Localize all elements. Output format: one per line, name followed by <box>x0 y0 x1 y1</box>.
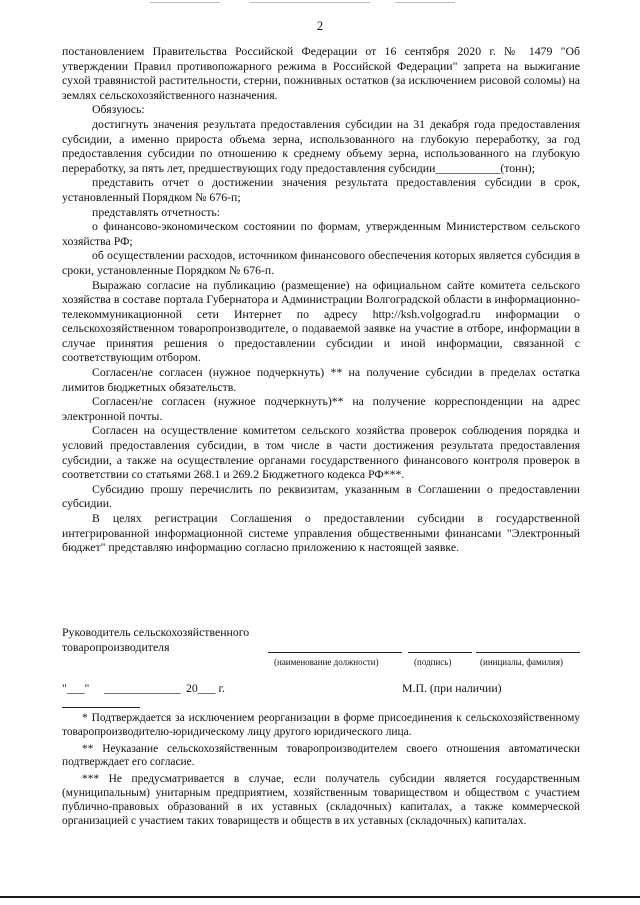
position-field-line <box>268 652 402 653</box>
name-caption: (инициалы, фамилия) <box>480 657 563 667</box>
signer-title-line2: товаропроизводителя <box>62 639 170 654</box>
scan-artifact <box>395 2 455 3</box>
paragraph: достигнуть значения результата предоставления субсидии на 31 декабря года предоставления субсидии, а именно прироста объема зерна, использованного на глубокую переработку, за год предоставления субсидии по отношению к среднему объему зерна, использованного на глубокую переработку, за пять лет, предшествующих году предоставления субсидии___________(тонн); <box>62 116 580 175</box>
footnote: *** Не предусматривается в случае, если получатель субсидии является государственным (муниципальным) унитарным предприятием, хозяйственным товариществом и обществом с участием публично-правовых образований в их уставных (складочных) капиталах, а также коммерческой организацией с участием таких товариществ и обществ в их уставных (складочных) капиталах. <box>62 773 580 827</box>
paragraph: Согласен/не согласен (нужное подчеркнуть)** на получение корреспонденции на адрес электронной почты. <box>62 394 580 423</box>
date-year: 20___ г. <box>186 681 225 695</box>
paragraph: Согласен на осуществление комитетом сельского хозяйства проверок соблюдения порядка и условий предоставления субсидии, в том числе в части достижения результата предоставления субсидии, а также на осуществление органами государственного финансового контроля проверок в соответствии со статьями 268.1 и 269.2 Бюджетного кодекса РФ***. <box>62 423 580 482</box>
paragraph: представлять отчетность: <box>92 204 221 219</box>
date-month-blank: _____________ <box>104 681 181 695</box>
stamp-label: М.П. (при наличии) <box>402 681 502 695</box>
signature-field-line <box>408 652 472 653</box>
scan-artifact <box>150 2 220 3</box>
page-number: 2 <box>316 19 324 33</box>
scan-artifact <box>250 2 370 3</box>
position-caption: (наименование должности) <box>274 657 379 667</box>
paragraph: об осуществлении расходов, источником финансового обеспечения которых является субсидия в сроки, установленные Порядком № 676-п. <box>62 248 580 277</box>
paragraph: В целях регистрации Соглашения о предоставлении субсидии в государственной интегрированной информационной системе управления общественными финансами "Электронный бюджет" представляю информацию согласно приложению к настоящей заявке. <box>62 511 580 555</box>
paragraph: Согласен/не согласен (нужное подчеркнуть) ** на получение субсидии в пределах остатка лимитов бюджетных обязательств. <box>62 365 580 394</box>
main-text <box>62 44 580 555</box>
signature-block <box>62 625 580 667</box>
footnote-separator <box>62 707 140 708</box>
paragraph: Выражаю согласие на публикацию (размещение) на официальном сайте комитета сельского хозяйства в составе портала Губернатора и Администрации Волгоградской области в информационно-телекоммуникационной сети Интернет по адресу http://ksh.volgograd.ru информации о сельскохозяйственном товаропроизводителе, о подаваемой заявке на участие в отборе, информации в случае принятия решения о предоставлении субсидии и иной информации, связанной с соответствующим отбором. <box>62 277 580 365</box>
signature-caption: (подпись) <box>414 657 452 667</box>
name-field-line <box>476 652 580 653</box>
date-day-blank: "___" <box>62 681 90 695</box>
page-bottom-edge <box>0 896 640 898</box>
paragraph: Субсидию прошу перечислить по реквизитам, указанным в Соглашении о предоставлении субсидии. <box>62 481 580 511</box>
paragraph: о финансово-экономическом состоянии по формам, утвержденным Министерством сельского хозяйства РФ; <box>62 219 580 248</box>
paragraph: представить отчет о достижении значения результата предоставления субсидии в срок, установленный Порядком № 676-п; <box>62 175 580 204</box>
signer-title-line1: Руководитель сельскохозяйственного <box>62 625 250 639</box>
paragraph: Обязуюсь: <box>92 102 145 117</box>
footnote: * Подтверждается за исключением реорганизации в форме присоединения к сельскохозяйственному товаропроизводителю-юридическому лицу другого юридического лица. <box>62 712 580 738</box>
paragraph: постановлением Правительства Российской Федерации от 16 сентября 2020 г. № 1479 "Об утверждении Правил противопожарного режима в Российской Федерации" запрета на выжигание сухой травянистой растительности, стерни, пожнивных остатков (за исключением рисовой соломы) на землях сельскохозяйственного назначения. <box>62 44 580 102</box>
footnotes <box>62 712 580 831</box>
footnote: ** Неуказание сельскохозяйственным товаропроизводителем своего отношения автоматически подтверждает его согласие. <box>62 742 580 769</box>
